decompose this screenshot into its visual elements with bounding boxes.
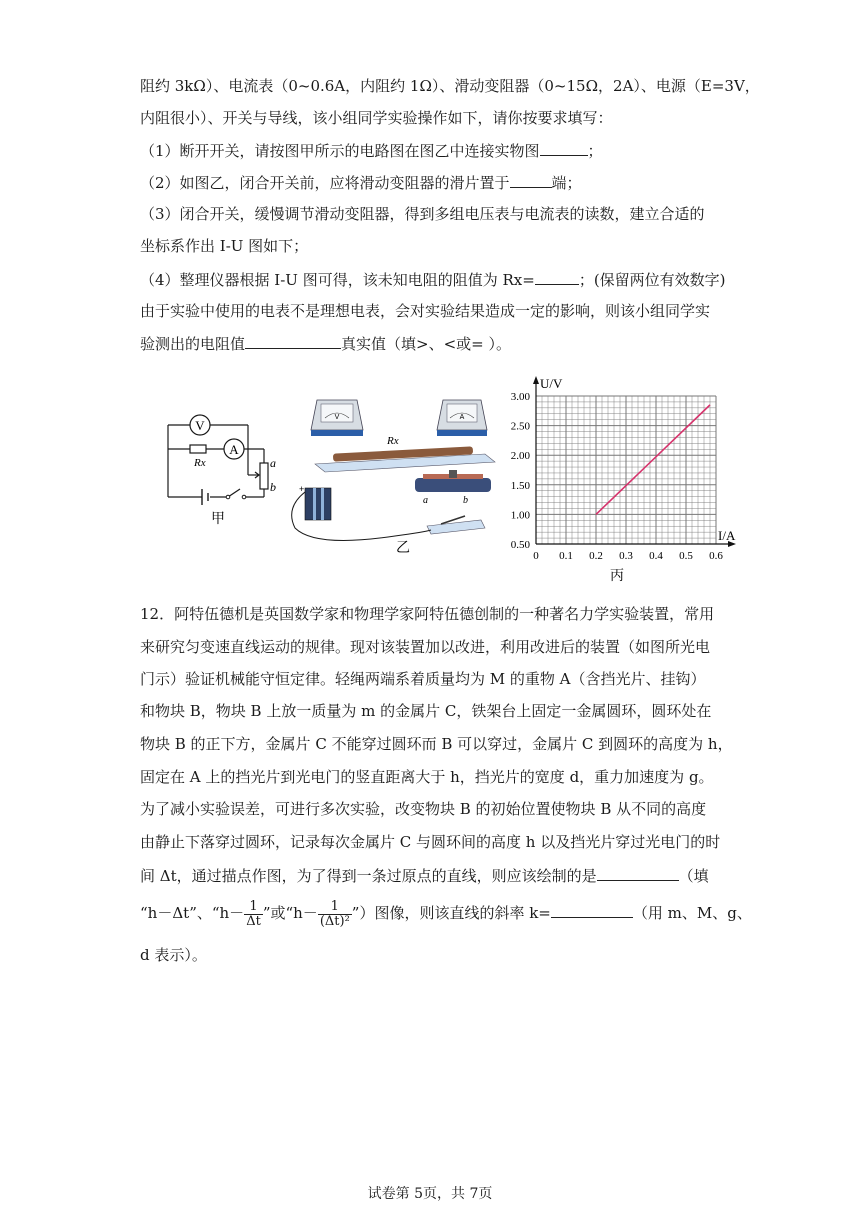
rheostat-b-label: b xyxy=(463,495,468,506)
figure-bing-caption: 丙 xyxy=(610,568,624,584)
x-tick-label: 0.4 xyxy=(649,550,663,562)
fraction-1-over-dt-squared xyxy=(318,900,352,929)
q11-line-9 xyxy=(140,332,511,355)
x-tick-label: 0.3 xyxy=(619,550,633,562)
rx-device-label: Rx xyxy=(387,435,399,447)
q11-line-3 xyxy=(140,139,603,162)
x-axis-label: I/A xyxy=(718,528,736,543)
page-footer: 试卷第 5页，共 7页 xyxy=(367,1186,493,1202)
fraction-2-numerator: 1 xyxy=(318,900,352,915)
q12-line-5: 物块 B 的正下方，金属片 C 不能穿过圆环而 B 可以穿过，金属片 C 到圆环的高度为 h， xyxy=(140,735,733,753)
data-line xyxy=(596,405,710,515)
q11-line-3-end: ； xyxy=(587,142,603,160)
q11-line-7-end: ；(保留两位有效数字) xyxy=(578,271,726,289)
x-tick-label: 0.6 xyxy=(709,550,723,562)
q12-line-6: 固定在 A 上的挡光片到光电门的竖直距离大于 h，挡光片的宽度 d，重力加速度为 g。 xyxy=(140,768,714,786)
y-axis-label: U/V xyxy=(540,376,563,391)
q12-line-9 xyxy=(140,864,709,887)
rheostat-device xyxy=(415,470,491,506)
battery-device xyxy=(299,484,331,520)
q12-line-1: 12．阿特伍德机是英国数学家和物理学家阿特伍德创制的一种著名力学实验装置，常用 xyxy=(140,605,715,623)
q11-line-9-end: 真实值（填>、<或= ）。 xyxy=(341,335,511,353)
q11-line-1: 阻约 3kΩ）、电流表（0~0.6A，内阻约 1Ω）、滑动变阻器（0~15Ω，2A）、电源（E=3V， xyxy=(140,77,760,95)
y-tick-label: 2.50 xyxy=(510,420,530,433)
svg-text:+: + xyxy=(299,484,305,494)
answer-blank-2[interactable] xyxy=(510,171,552,188)
apparatus-diagram-yi xyxy=(285,388,510,558)
q11-line-7-text: （4）整理仪器根据 I-U 图可得，该未知电阻的阻值为 Rx= xyxy=(140,271,535,289)
y-tick-label: 1.00 xyxy=(510,509,530,522)
q11-line-5: （3）闭合开关，缓慢调节滑动变阻器，得到多组电压表与电流表的读数，建立合适的 xyxy=(140,205,705,223)
q12-line-7: 为了减小实验误差，可进行多次实验，改变物块 B 的初始位置使物块 B 从不同的高度 xyxy=(140,800,707,818)
terminal-b-label: b xyxy=(270,480,276,494)
ammeter-label: A xyxy=(229,442,239,457)
voltmeter-device-label: V xyxy=(334,414,340,421)
q12-line-9-end: （填 xyxy=(678,867,709,885)
q11-line-6: 坐标系作出 I-U 图如下； xyxy=(140,237,309,255)
x-tick-label: 0 xyxy=(533,550,539,562)
voltmeter-label: V xyxy=(195,418,205,433)
circuit-diagram-jia xyxy=(160,405,280,530)
y-tick-label: 1.50 xyxy=(510,479,530,492)
switch-device xyxy=(427,516,485,534)
ammeter-device-label: A xyxy=(459,414,465,421)
x-tick-label: 0.2 xyxy=(589,550,603,562)
y-tick-label: 0.50 xyxy=(510,539,530,551)
q11-line-7 xyxy=(140,268,726,291)
y-axis-arrow xyxy=(533,376,539,384)
resistor-label: Rx xyxy=(194,457,206,469)
voltmeter-device xyxy=(311,400,363,436)
q12-line-10 xyxy=(140,896,752,930)
q11-line-9-text: 验测出的电阻值 xyxy=(140,335,246,353)
q12-line-10-c: ”）图像，则该直线的斜率 k= xyxy=(351,904,551,922)
q11-line-2: 内阻很小）、开关与导线，该小组同学实验操作如下，请你按要求填写： xyxy=(140,109,613,127)
x-tick-label: 0.1 xyxy=(559,550,573,562)
figure-jia-caption: 甲 xyxy=(211,511,225,527)
rheostat-a-label: a xyxy=(423,495,428,506)
q12-line-8: 由静止下落穿过圆环，记录每次金属片 C 与圆环间的高度 h 以及挡光片穿过光电门的时 xyxy=(140,833,721,851)
ammeter-device xyxy=(437,400,487,436)
q11-line-4 xyxy=(140,171,582,194)
q11-line-8: 由于实验中使用的电表不是理想电表，会对实验结果造成一定的影响，则该小组同学实 xyxy=(140,302,711,320)
ui-chart xyxy=(498,374,760,586)
q11-line-3-text: （1）断开开关，请按图甲所示的电路图在图乙中连接实物图 xyxy=(140,142,540,160)
q12-line-10-end: （用 m、M、g、 xyxy=(632,904,752,922)
y-tick-label: 2.00 xyxy=(510,450,530,463)
y-tick-label: 3.00 xyxy=(510,391,530,403)
q12-line-4: 和物块 B，物块 B 上放一质量为 m 的金属片 C，铁架台上固定一金属圆环，圆环处在 xyxy=(140,702,712,720)
fraction-1-denominator: Δt xyxy=(246,913,261,929)
fraction-1-numerator: 1 xyxy=(244,900,263,915)
q12-line-9-text: 间 Δt，通过描点作图，为了得到一条过原点的直线，则应该绘制的是 xyxy=(140,867,597,885)
x-tick-label: 0.5 xyxy=(679,550,693,562)
q12-line-10-b: ”或“h－ xyxy=(262,904,318,922)
q12-line-3: 门示）验证机械能守恒定律。轻绳两端系着质量均为 M 的重物 A（含挡光片、挂钩） xyxy=(140,670,706,688)
answer-blank-6[interactable] xyxy=(551,901,633,918)
figure-yi-caption: 乙 xyxy=(396,540,410,556)
answer-blank-1[interactable] xyxy=(540,139,588,156)
resistor-rx-device xyxy=(315,435,495,472)
fraction-2-denominator: (Δt)² xyxy=(319,913,350,929)
q12-line-11: d 表示）。 xyxy=(140,946,207,964)
q11-line-4-text: （2）如图乙，闭合开关前，应将滑动变阻器的滑片置于 xyxy=(140,174,510,192)
answer-blank-4[interactable] xyxy=(245,332,341,349)
q12-line-10-a: “h－Δt”、“h－ xyxy=(140,904,245,922)
q12-line-2: 来研究匀变速直线运动的规律。现对该装置加以改进，利用改进后的装置（如图所光电 xyxy=(140,638,711,656)
q11-line-4-end: 端； xyxy=(551,174,582,192)
terminal-a-label: a xyxy=(270,456,276,470)
answer-blank-3[interactable] xyxy=(535,268,579,285)
fraction-1-over-dt xyxy=(244,900,263,929)
answer-blank-5[interactable] xyxy=(597,864,679,881)
